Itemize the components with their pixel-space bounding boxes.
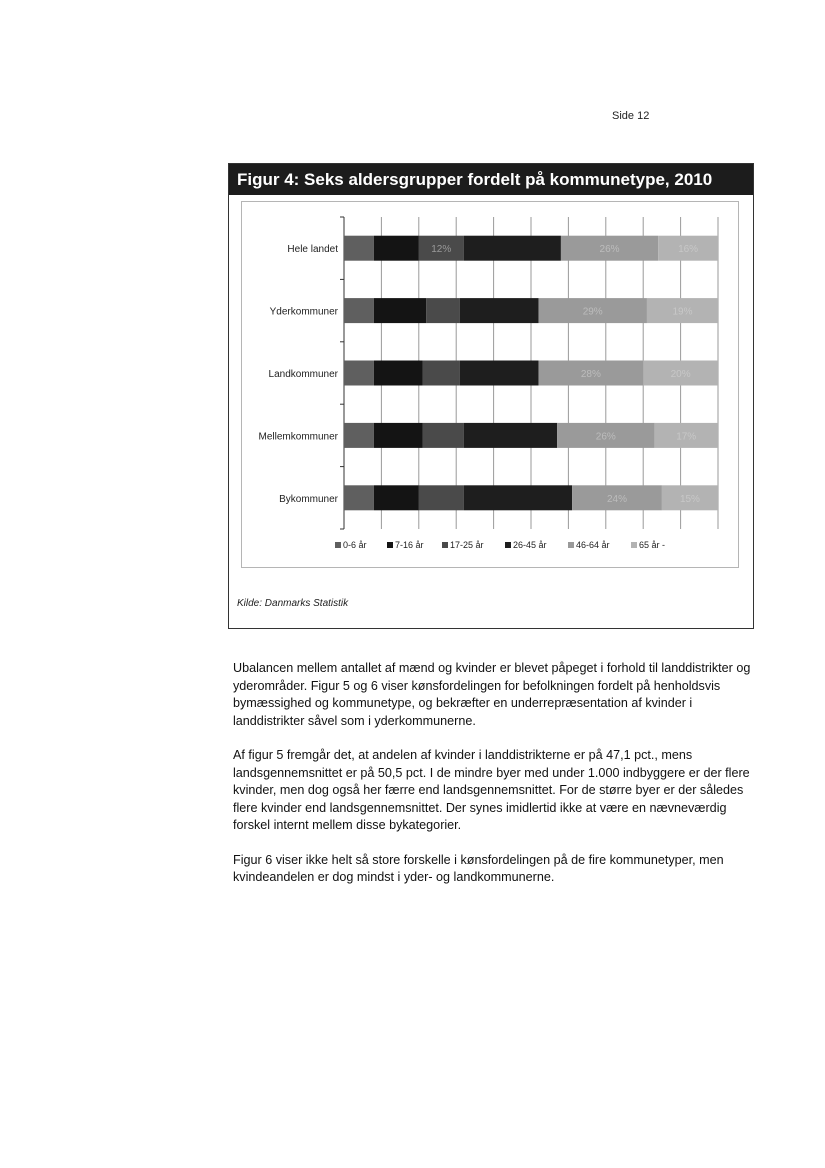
bar-segment: [464, 423, 558, 448]
bar-segment: [344, 361, 374, 386]
legend-label: 0-6 år: [343, 540, 367, 550]
legend-label: 46-64 år: [576, 540, 610, 550]
legend-swatch: [442, 542, 448, 548]
legend-label: 26-45 år: [513, 540, 547, 550]
category-label: Yderkommuner: [269, 306, 338, 318]
body-text: [233, 660, 753, 904]
paragraph-3: Figur 6 viser ikke helt så store forskelle i kønsfordelingen på de fire kommunetyper, men kvindeandelen er dog mindst i yder- og landkommunerne.: [233, 852, 724, 884]
category-label: Landkommuner: [268, 369, 338, 380]
data-label: 28%: [580, 369, 601, 380]
chart-area: [241, 201, 739, 568]
bar-segment: [460, 361, 539, 386]
legend-swatch: [631, 542, 637, 548]
bar-segment: [374, 423, 423, 448]
bar-segment: [374, 236, 419, 261]
paragraph-2: Af figur 5 fremgår det, at andelen af kvinder i landdistrikterne er på 47,1 pct., mens landsgennemsnittet er på 50,5 pct. I de mindre byer med under 1.000 indbyggere er der flere kvinder, men dog også her færre end landsgennemsnittet. For de større byer er der således flere kvinder end landsgennemsnittet. Der synes imidlertid ikke at være en nævneværdig forskel internt mellem disse bykategorier.: [233, 748, 750, 832]
bar-segment: [374, 361, 423, 386]
figure-source: Kilde: Danmarks Statistik: [237, 598, 349, 609]
figure-box: [228, 163, 754, 629]
data-label: 17%: [676, 431, 697, 443]
category-label: Bykommuner: [279, 493, 338, 505]
data-label: 26%: [595, 431, 616, 443]
bar-segment: [460, 298, 539, 323]
data-label: 20%: [670, 369, 691, 380]
bar-segment: [464, 485, 572, 510]
bar-segment: [344, 236, 374, 261]
paragraph-1: Ubalancen mellem antallet af mænd og kvinder er blevet påpeget i forhold til landdistrikter og yderområder. Figur 5 og 6 viser kønsfordelingen for befolkningen fordelt på henholdsvis bymæssighed og kommunetype, og bekræfter en underrepræsentation af kvinder i landdistrikter såvel som i yderkommunerne.: [233, 661, 751, 728]
bar-segment: [344, 485, 374, 510]
bar-segment: [374, 485, 419, 510]
category-label: Hele landet: [287, 244, 338, 256]
legend-label: 65 år -: [639, 540, 666, 550]
data-label: 19%: [672, 306, 693, 318]
stacked-bar-chart: [242, 202, 738, 567]
data-label: 12%: [431, 244, 452, 256]
bar-segment: [374, 298, 426, 323]
bar-segment: [423, 423, 464, 448]
data-label: 24%: [607, 493, 628, 505]
legend-swatch: [335, 542, 341, 548]
data-label: 29%: [582, 306, 603, 318]
legend-swatch: [568, 542, 574, 548]
category-label: Mellemkommuner: [258, 431, 338, 443]
bar-segment: [419, 485, 464, 510]
page-number: Side 12: [612, 110, 650, 122]
legend-label: 17-25 år: [450, 540, 484, 550]
bar-segment: [344, 298, 374, 323]
data-label: 16%: [678, 244, 699, 256]
bar-segment: [344, 423, 374, 448]
figure-title: Figur 4: Seks aldersgrupper fordelt på kommunetype, 2010: [229, 164, 753, 195]
data-label: 15%: [679, 493, 700, 505]
data-label: 26%: [599, 244, 620, 256]
legend-swatch: [505, 542, 511, 548]
legend-label: 7-16 år: [395, 540, 424, 550]
bar-segment: [423, 361, 460, 386]
bar-segment: [426, 298, 460, 323]
bar-segment: [464, 236, 561, 261]
legend-swatch: [387, 542, 393, 548]
